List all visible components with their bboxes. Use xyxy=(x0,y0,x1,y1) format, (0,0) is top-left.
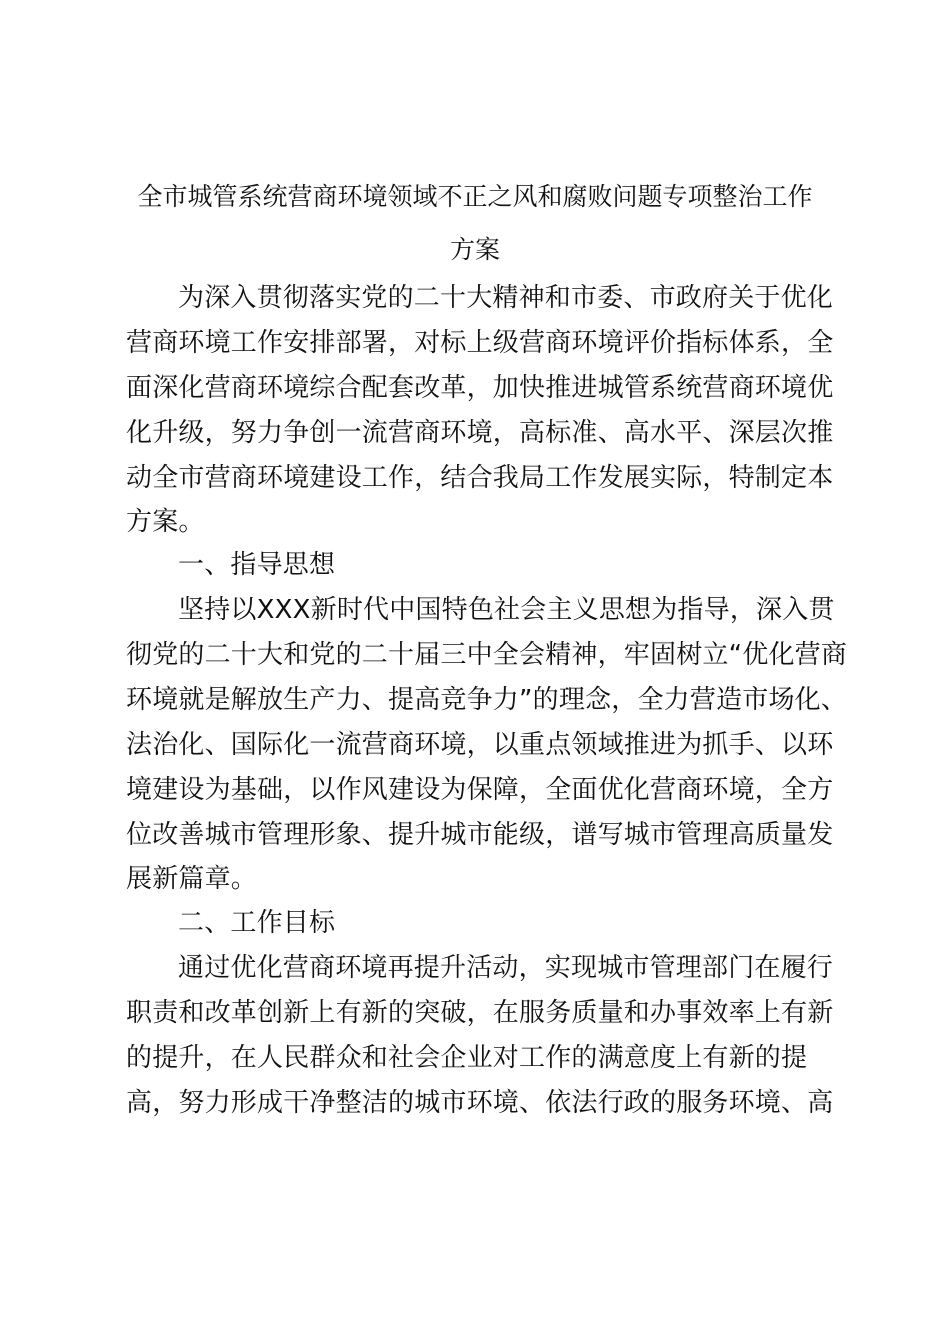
document-title-line-1: 全市城管系统营商环境领域不正之风和腐败问题专项整治工作 xyxy=(137,182,813,211)
intro-line-2: 营商环境工作安排部署，对标上级营商环境评价指标体系，全 xyxy=(126,328,834,358)
section2-line-2: 职责和改革创新上有新的突破，在服务质量和办事效率上有新 xyxy=(126,998,834,1028)
document-title-line-2: 方案 xyxy=(449,235,500,264)
section2-line-3: 的提升，在人民群众和社会企业对工作的满意度上有新的提 xyxy=(126,1043,808,1073)
section1-line-3: 环境就是解放生产力、提高竞争力”的理念，全力营造市场化、 xyxy=(126,685,848,715)
section-heading-guiding-thought: 一、指导思想 xyxy=(178,550,336,580)
intro-line-6: 方案。 xyxy=(126,507,205,537)
intro-line-4: 化升级，努力争创一流营商环境，高标准、高水平、深层次推 xyxy=(126,418,834,448)
section-heading-work-goals: 二、工作目标 xyxy=(178,908,336,938)
section1-line-6: 位改善城市管理形象、提升城市能级，谱写城市管理高质量发 xyxy=(126,820,834,850)
section1-line-4: 法治化、国际化一流营商环境，以重点领域推进为抓手、以环 xyxy=(126,730,834,760)
intro-line-1: 为深入贯彻落实党的二十大精神和市委、市政府关于优化 xyxy=(178,283,834,313)
section2-line-1: 通过优化营商环境再提升活动，实现城市管理部门在履行 xyxy=(178,953,834,983)
section1-line-7: 展新篇章。 xyxy=(126,864,258,894)
section1-line-5: 境建设为基础，以作风建设为保障，全面优化营商环境，全方 xyxy=(126,775,834,805)
intro-line-3: 面深化营商环境综合配套改革，加快推进城管系统营商环境优 xyxy=(126,373,834,403)
section1-line-1: 坚持以XXX新时代中国特色社会主义思想为指导，深入贯 xyxy=(178,595,835,625)
section1-line-2: 彻党的二十大和党的二十届三中全会精神，牢固树立“优化营商 xyxy=(126,640,848,670)
section2-line-4: 高，努力形成干净整洁的城市环境、依法行政的服务环境、高 xyxy=(126,1088,834,1118)
intro-line-5: 动全市营商环境建设工作，结合我局工作发展实际，特制定本 xyxy=(126,463,834,493)
